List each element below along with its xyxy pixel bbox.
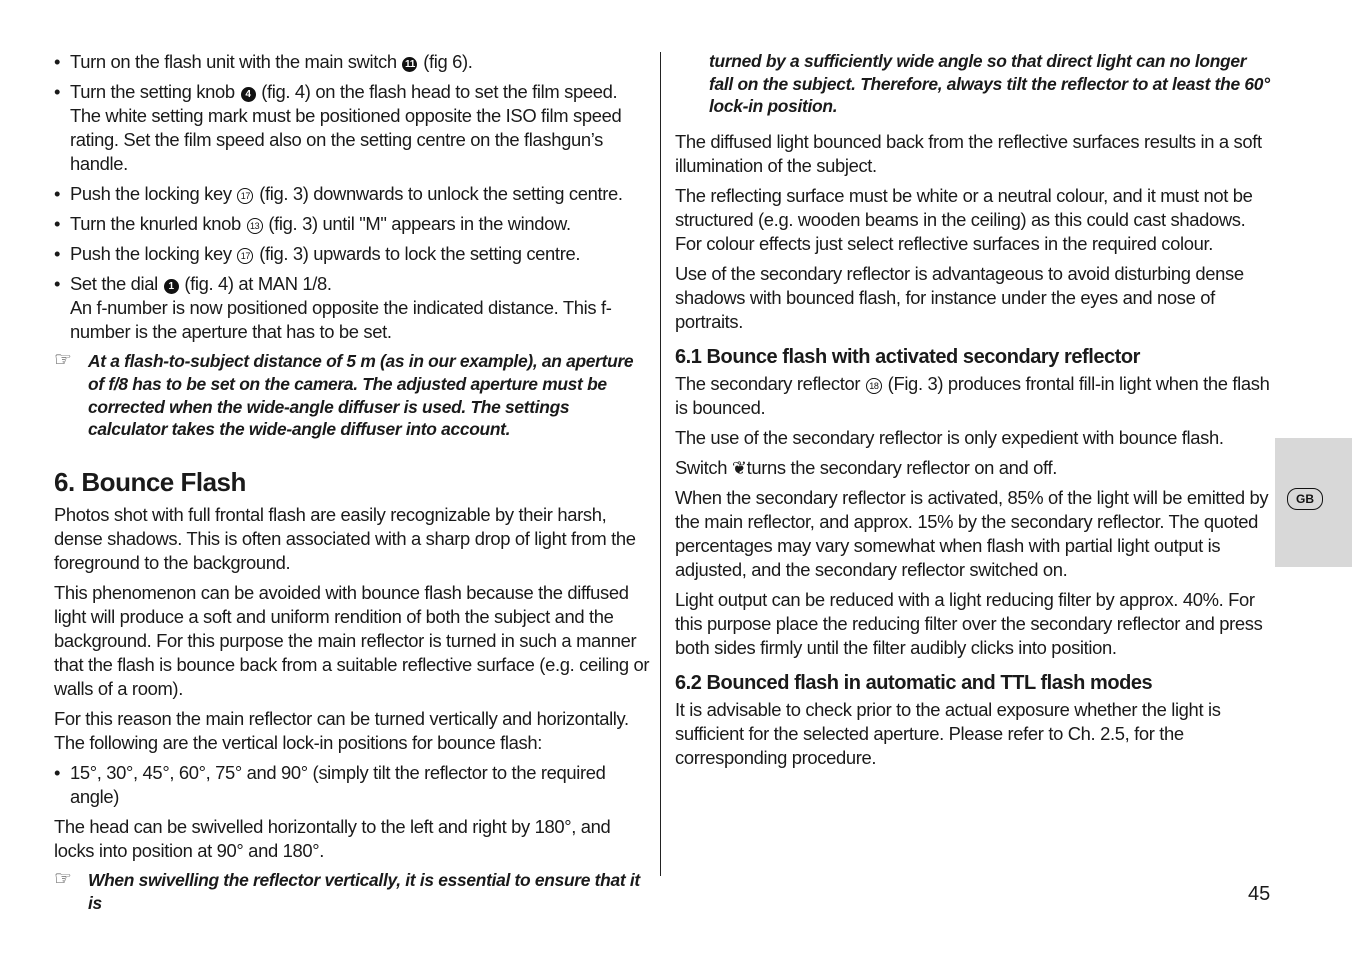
subsection-heading: 6.2 Bounced flash in automatic and TTL flash modes [675,671,1153,694]
paragraph: This phenomenon can be avoided with bounce flash because the diffused light will produce a soft and uniform rendition of both the subject and the background. For this purpose the main reflector is turned in such a manner that the flash is bounce back from a suitable reflective surface (e.g. ceiling or walls of a room). [54,582,650,700]
paragraph: When the secondary reflector is activated, 85% of the light will be emitted by the main reflector, and approx. 15% by the secondary reflector. The quoted percentages may vary somewhat when flash with partial light output is adjusted, and the secondary reflector switched on. [675,486,1269,580]
section-heading: 6. Bounce Flash [54,467,246,498]
column-divider [660,52,661,876]
note-paragraph: ☞ At a flash-to-subject distance of 5 m (as in our example), an aperture of f/8 has to be set on the camera. The adjusted aperture must be corrected when the wide-angle diffuser is used. The settings calculator takes the wide-angle diffuser into account. [54,349,634,440]
language-tab [1275,438,1352,567]
list-item: • Turn the knurled knob 13 (fig. 3) until "M" appears in the window. [54,212,650,236]
paragraph: The head can be swivelled horizontally to the left and right by 180°, and locks into position at 90° and 180°. [54,816,611,862]
paragraph: It is advisable to check prior to the actual exposure whether the light is sufficient for the selected aperture. Please refer to Ch. 2.5, for the corresponding procedure. [675,698,1221,768]
ref-number-filled: 11 [402,57,417,72]
left-column [54,50,650,915]
ref-number-outline: 17 [237,188,253,204]
right-column [675,50,1273,776]
paragraph: The reflecting surface must be white or a neutral colour, and it must not be structured (e.g. wooden beams in the ceiling) as this could cast shadows. For colour effects just select reflective surfaces in the required colour. [675,184,1253,254]
ref-number-filled: 4 [241,87,256,102]
page-number: 45 [1248,883,1271,905]
ref-number-outline: 13 [247,218,263,234]
note-continuation: turned by a sufficiently wide angle so that direct light can no longer fall on the subject. Therefore, always tilt the reflector to at least the 60° lock-in position. [709,51,1270,117]
secondary-reflector-switch-icon: ❦ [731,457,747,478]
paragraph: Use of the secondary reflector is advantageous to avoid disturbing dense shadows with bounced flash, for instance under the eyes and nose of portraits. [675,262,1244,332]
paragraph: The secondary reflector 18 (Fig. 3) produces frontal fill-in light when the flash is bounced. [675,372,1270,418]
list-item-continuation: An f-number is now positioned opposite the indicated distance. This f-number is the aperture that has to be set. [70,297,612,342]
ref-number-filled: 1 [164,279,179,294]
list-item: • 15°, 30°, 45°, 60°, 75° and 90° (simply tilt the reflector to the required angle) [54,761,650,809]
list-item: • Turn on the flash unit with the main switch 11 (fig 6). [54,50,650,74]
pointing-hand-icon: ☞ [54,349,72,371]
paragraph: The use of the secondary reflector is only expedient with bounce flash. [675,426,1224,448]
ref-number-outline: 18 [866,378,882,394]
language-badge: GB [1287,488,1323,510]
paragraph: Switch ❦turns the secondary reflector on and off. [675,456,1057,478]
paragraph: For this reason the main reflector can be turned vertically and horizontally. The following are the vertical lock-in positions for bounce flash: [54,708,629,754]
note-paragraph: ☞ When swivelling the reflector vertically, it is essential to ensure that it is [54,868,640,913]
ref-number-outline: 17 [237,248,253,264]
paragraph: Photos shot with full frontal flash are easily recognizable by their harsh, dense shadows. This is often associated with a sharp drop of light from the foreground to the background. [54,504,636,574]
subsection-heading: 6.1 Bounce flash with activated secondary reflector [675,345,1140,368]
list-item: • Set the dial 1 (fig. 4) at MAN 1/8. [54,272,650,296]
pointing-hand-icon: ☞ [54,868,72,891]
list-item: • Push the locking key 17 (fig. 3) downwards to unlock the setting centre. [54,182,650,206]
paragraph: Light output can be reduced with a light reducing filter by approx. 40%. For this purpose place the reducing filter over the secondary reflector and press both sides firmly until the filter audibly clicks into position. [675,588,1263,658]
list-item: • Turn the setting knob 4 (fig. 4) on the flash head to set the film speed. The white setting mark must be positioned opposite the ISO film speed rating. Set the film speed also on the setting centre on the flashgun’s handle. [54,80,650,176]
list-item: • Push the locking key 17 (fig. 3) upwards to lock the setting centre. [54,242,650,266]
paragraph: The diffused light bounced back from the reflective surfaces results in a soft illumination of the subject. [675,130,1262,176]
